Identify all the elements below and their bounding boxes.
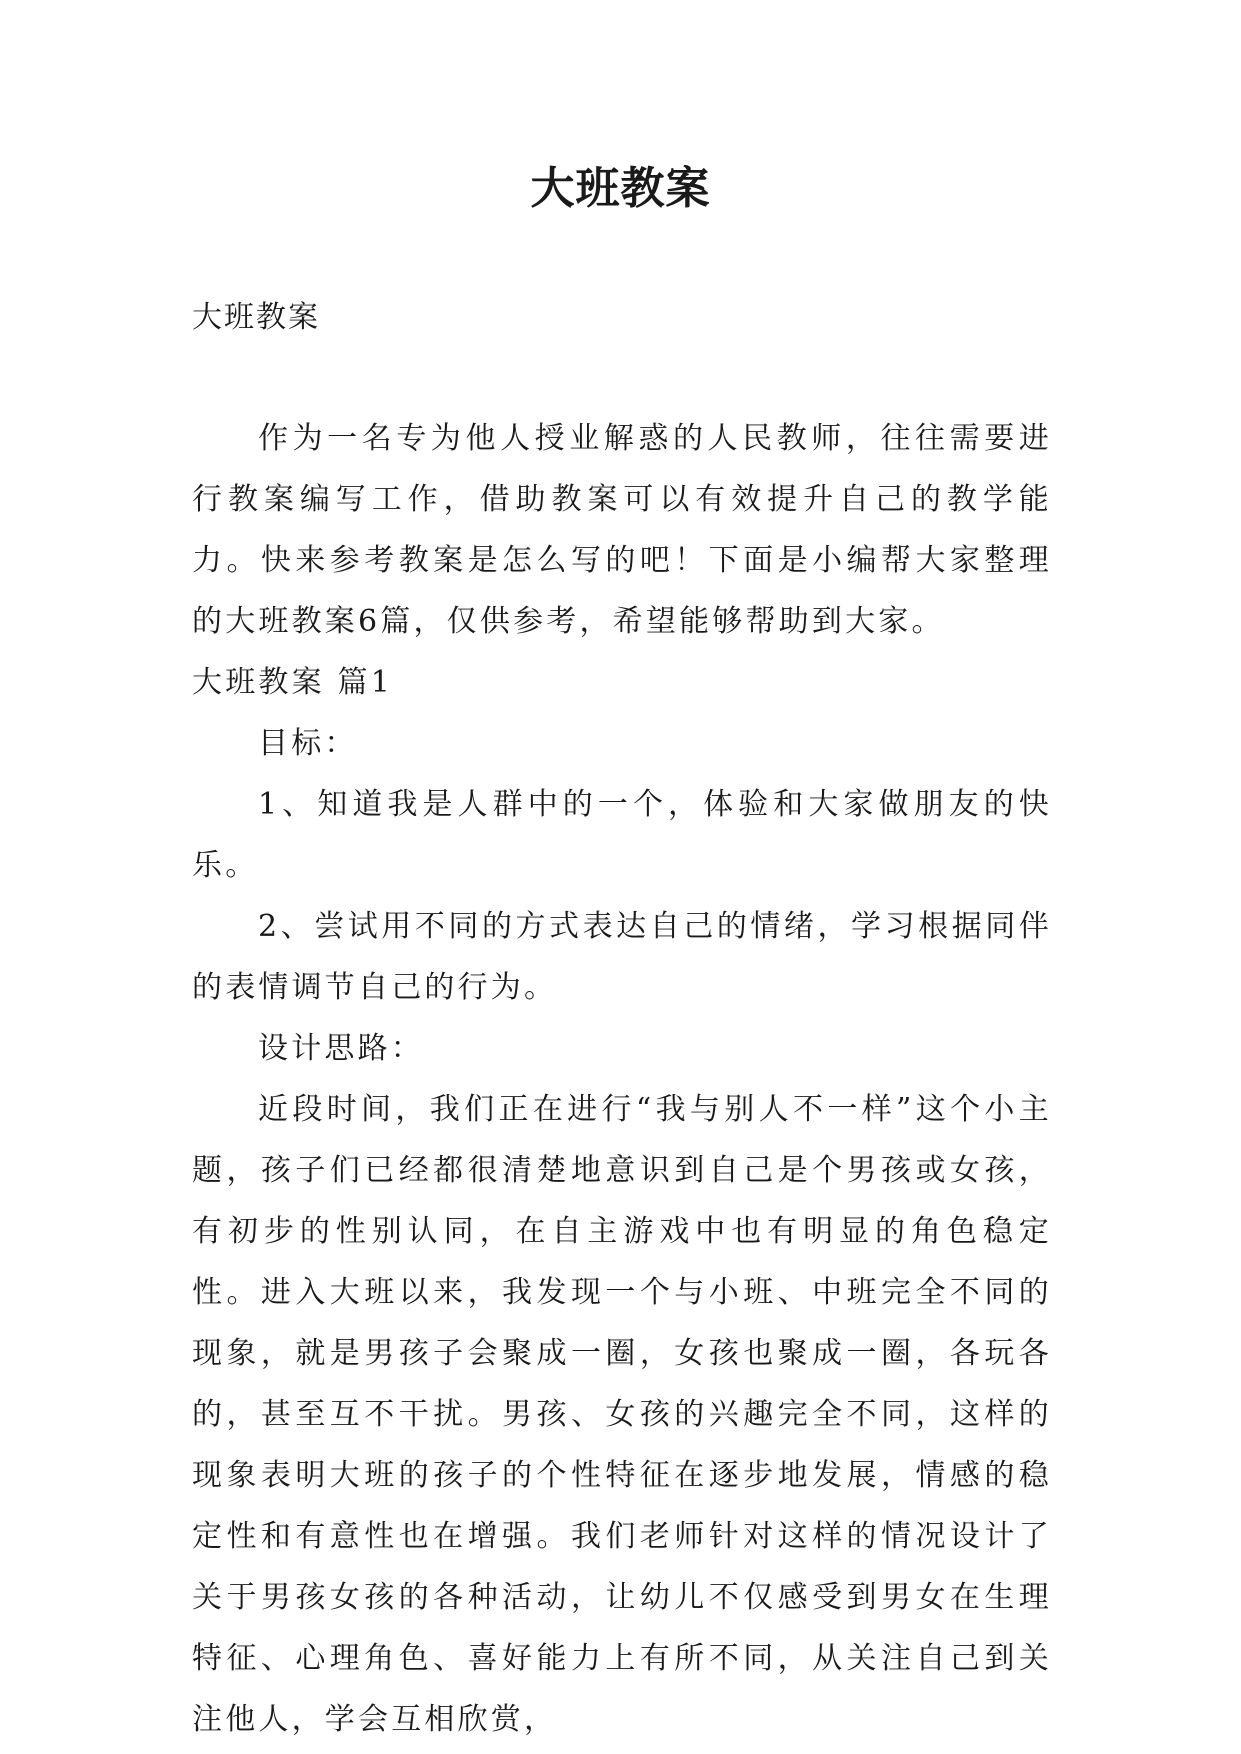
design-paragraph: 近段时间，我们正在进行“我与别人不一样”这个小主题，孩子们已经都很清楚地意识到自己是个男孩或女孩，有初步的性别认同，在自主游戏中也有明显的角色稳定性。进入大班以来，我发现一个与小班、中班完全不同的现象，就是男孩子会聚成一圈，女孩也聚成一圈，各玩各的，甚至互不干扰。男孩、女孩的兴趣完全不同，这样的现象表明大班的孩子的个性特征在逐步地发展，情感的稳定性和有意性也在增强。我们老师针对这样的情况设计了关于男孩女孩的各种活动，让幼儿不仅感受到男女在生理特征、心理角色、喜好能力上有所不同，从关注自己到关注他人，学会互相欣赏， — [192, 1092, 1052, 1737]
design-label: 设计思路： — [258, 1031, 424, 1066]
document-body — [192, 408, 1052, 1750]
page-title: 大班教案 — [530, 163, 711, 214]
goals-label: 目标： — [258, 726, 358, 761]
goal-item-1: 1、知道我是人群中的一个，体验和大家做朋友的快乐。 — [192, 787, 1052, 883]
section-heading: 大班教案 篇1 — [192, 665, 394, 700]
intro-paragraph: 作为一名专为他人授业解惑的人民教师，往往需要进行教案编写工作，借助教案可以有效提升自己的教学能力。快来参考教案是怎么写的吧！下面是小编帮大家整理的大班教案6篇，仅供参考，希望能够帮助到大家。 — [192, 421, 1052, 639]
goal-item-2: 2、尝试用不同的方式表达自己的情绪，学习根据同伴的表情调节自己的行为。 — [192, 909, 1052, 1005]
document-subtitle: 大班教案 — [192, 300, 320, 335]
